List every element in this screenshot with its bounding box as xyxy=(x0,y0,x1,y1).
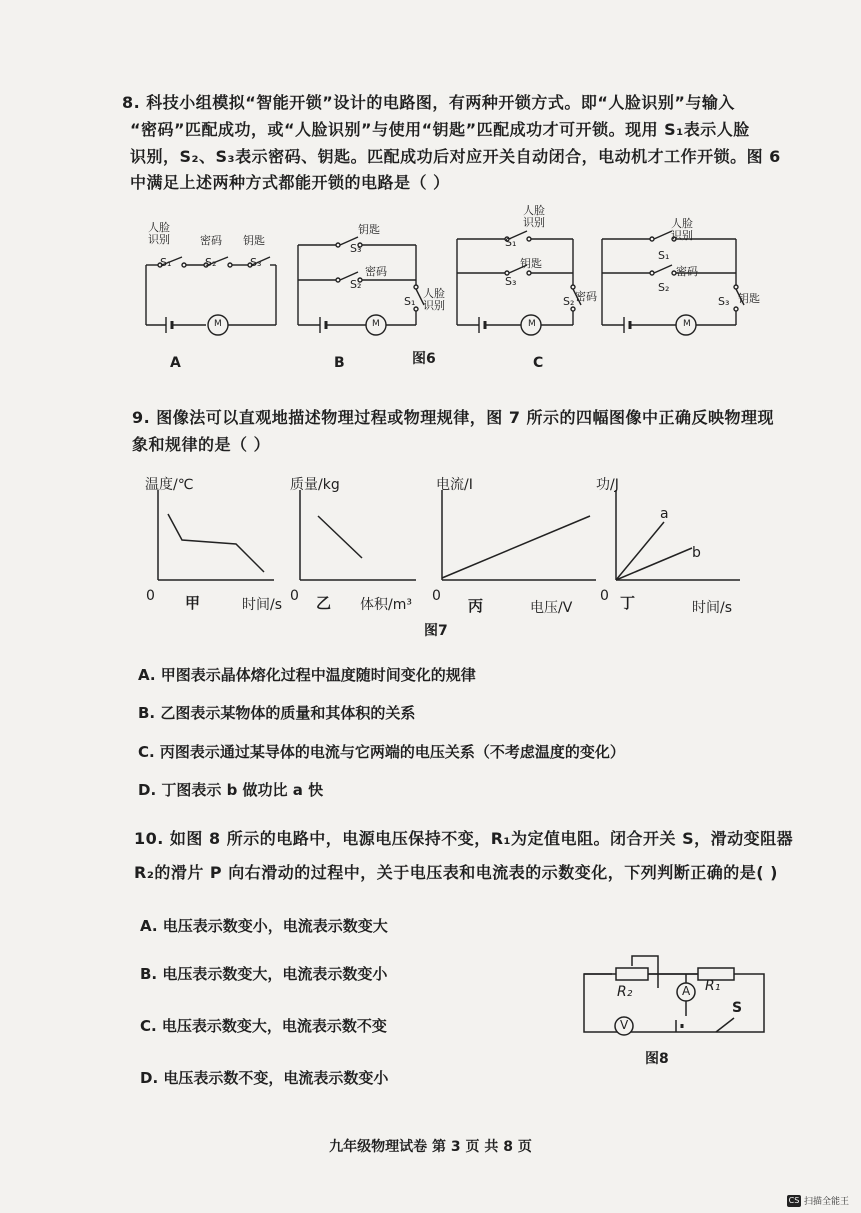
graph-ding-line-a: a xyxy=(660,506,669,522)
graph-bing-origin: 0 xyxy=(432,588,441,604)
circuit-a-s3: S₃ xyxy=(250,256,262,269)
circuit-c-face-label: 人脸 识别 xyxy=(523,204,545,229)
circuit-a-s1: S₁ xyxy=(160,256,172,269)
fig8-r2-label: R₂ xyxy=(617,984,633,1000)
fig8-voltmeter: V xyxy=(620,1018,629,1032)
page-footer: 九年级物理试卷 第 3 页 共 8 页 xyxy=(329,1139,532,1155)
circuit-figure-8 xyxy=(582,948,772,1038)
circuit-d-s3: S₃ xyxy=(718,295,730,308)
circuit-a-face-label: 人脸 识别 xyxy=(148,221,170,246)
q8-line-4: 中满足上述两种方式都能开锁的电路是（ ） xyxy=(130,173,450,192)
graph-yi-name: 乙 xyxy=(316,594,332,612)
q9-choice-d: D. 丁图表示 b 做功比 a 快 xyxy=(138,781,324,799)
q8-line-1: 8. 科技小组模拟“智能开锁”设计的电路图，有两种开锁方式。即“人脸识别”与输入 xyxy=(122,93,735,112)
circuit-d-password-label: 密码 xyxy=(676,265,698,278)
circuit-d-face-label: 人脸 识别 xyxy=(671,217,693,242)
fig8-ammeter: A xyxy=(682,984,691,998)
circuit-b xyxy=(296,225,446,335)
graph-jia xyxy=(154,490,276,590)
graph-ding-name: 丁 xyxy=(620,594,636,612)
graph-ding-xlabel: 时间/s xyxy=(692,600,733,616)
q9-choice-c: C. 丙图表示通过某导体的电流与它两端的电压关系（不考虑温度的变化） xyxy=(138,743,625,761)
option-a-label: A xyxy=(170,355,181,371)
circuit-c-motor: M xyxy=(528,319,536,329)
q10-line-2: R₂的滑片 P 向右滑动的过程中，关于电压表和电流表的示数变化，下列判断正确的是( ) xyxy=(134,863,778,882)
figure-7-caption: 图7 xyxy=(424,623,448,639)
graph-jia-xlabel: 时间/s xyxy=(242,597,283,613)
circuit-b-password-label: 密码 xyxy=(365,265,387,278)
graph-yi xyxy=(296,490,418,590)
q10-line-1: 10. 如图 8 所示的电路中，电源电压保持不变，R₁为定值电阻。闭合开关 S，滑动变阻器 xyxy=(134,829,794,848)
circuit-d-motor: M xyxy=(683,319,691,329)
graph-bing xyxy=(438,490,598,590)
circuit-b-s1: S₁ xyxy=(404,295,416,308)
graph-yi-origin: 0 xyxy=(290,588,299,604)
q9-choice-b: B. 乙图表示某物体的质量和其体积的关系 xyxy=(138,704,416,722)
q9-choice-a: A. 甲图表示晶体熔化过程中温度随时间变化的规律 xyxy=(138,666,476,684)
circuit-a-key-label: 钥匙 xyxy=(243,234,265,247)
graph-ding-line-b: b xyxy=(692,545,701,561)
graph-yi-xlabel: 体积/m³ xyxy=(360,597,412,613)
circuit-a-s2: S₂ xyxy=(205,256,217,269)
graph-jia-name: 甲 xyxy=(185,594,201,612)
circuit-c-key-label: 钥匙 xyxy=(520,257,542,270)
circuit-c-password-label: 密码 xyxy=(575,290,597,303)
q8-line-2: “密码”匹配成功，或“人脸识别”与使用“钥匙”匹配成功才可开锁。现用 S₁表示人脸 xyxy=(130,120,750,139)
figure-6-caption: 图6 xyxy=(412,351,436,367)
graph-yi-ylabel: 质量/kg xyxy=(290,477,340,493)
graph-ding-origin: 0 xyxy=(600,588,609,604)
graph-ding-ylabel: 功/J xyxy=(596,477,619,493)
q10-choice-b: B. 电压表示数变大，电流表示数变小 xyxy=(140,965,388,983)
q10-choice-c: C. 电压表示数变大，电流表示数不变 xyxy=(140,1017,387,1035)
circuit-b-face-label: 人脸 识别 xyxy=(423,287,445,312)
circuit-d-key-label: 钥匙 xyxy=(738,292,760,305)
graph-ding xyxy=(612,490,742,590)
circuit-b-key-label: 钥匙 xyxy=(358,223,380,236)
circuit-b-s3: S₃ xyxy=(350,242,362,255)
circuit-a-motor: M xyxy=(214,319,222,329)
circuit-c-s1: S₁ xyxy=(505,236,517,249)
q9-line-2: 象和规律的是（ ） xyxy=(132,435,271,454)
fig8-switch-label: S xyxy=(732,1000,743,1016)
circuit-c-s3: S₃ xyxy=(505,275,517,288)
figure-8-caption: 图8 xyxy=(645,1051,669,1067)
circuit-b-motor: M xyxy=(372,319,380,329)
fig8-r1-label: R₁ xyxy=(705,978,721,994)
graph-jia-ylabel: 温度/℃ xyxy=(145,477,194,493)
circuit-a-password-label: 密码 xyxy=(200,234,222,247)
option-b-label: B xyxy=(334,355,345,371)
graph-jia-origin: 0 xyxy=(146,588,155,604)
q10-choice-d: D. 电压表示数不变，电流表示数变小 xyxy=(140,1069,389,1087)
scanner-logo-text: 扫描全能王 xyxy=(803,1197,849,1207)
circuit-d-s1: S₁ xyxy=(658,249,670,262)
q10-choice-a: A. 电压表示数变小，电流表示数变大 xyxy=(140,917,388,935)
circuit-b-s2: S₂ xyxy=(350,278,362,291)
scanner-logo xyxy=(787,1194,849,1207)
scanner-logo-icon: CS xyxy=(788,1195,800,1205)
q8-line-3: 识别，S₂、S₃表示密码、钥匙。匹配成功后对应开关自动闭合，电动机才工作开锁。图 6 xyxy=(130,147,781,166)
option-c-label: C xyxy=(533,355,544,371)
graph-bing-xlabel: 电压/V xyxy=(530,600,573,616)
graph-bing-name: 丙 xyxy=(468,597,484,615)
q9-line-1: 9. 图像法可以直观地描述物理过程或物理规律，图 7 所示的四幅图像中正确反映物理现 xyxy=(132,408,775,427)
circuit-d-s2: S₂ xyxy=(658,281,670,294)
circuit-c-s2: S₂ xyxy=(563,295,575,308)
graph-bing-ylabel: 电流/I xyxy=(436,477,473,493)
